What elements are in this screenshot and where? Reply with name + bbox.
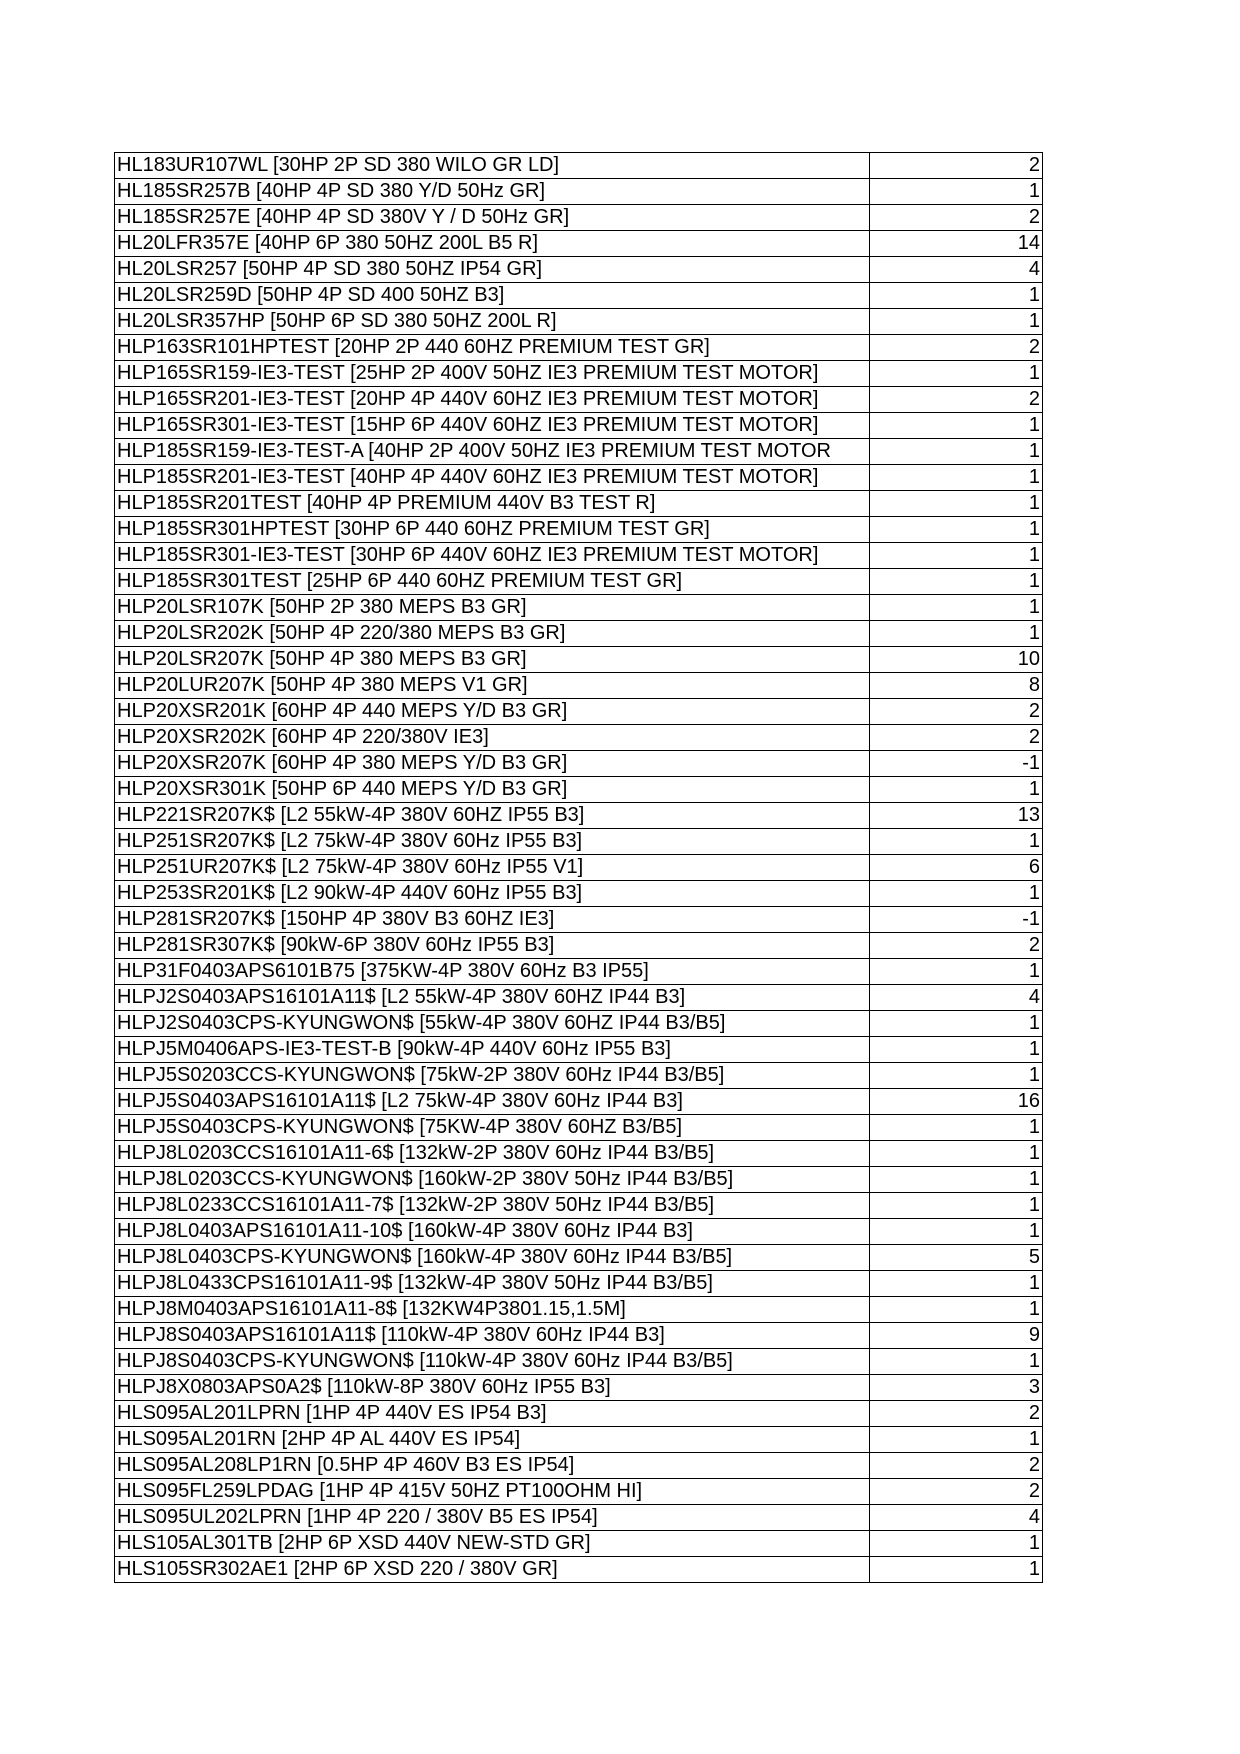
table-row [115, 1037, 1043, 1063]
table-row [115, 907, 1043, 933]
quantity-cell: -1 [870, 751, 1043, 777]
quantity-cell: 1 [870, 1557, 1043, 1583]
quantity-cell: 1 [870, 1271, 1043, 1297]
table-row [115, 1219, 1043, 1245]
quantity-cell: 3 [870, 1375, 1043, 1401]
table-row [115, 1115, 1043, 1141]
table-row [115, 413, 1043, 439]
quantity-cell: 1 [870, 1141, 1043, 1167]
item-description-cell: HLPJ5S0203CCS-KYUNGWON$ [75kW-2P 380V 60Hz IP44 B3/B5] [115, 1063, 870, 1089]
item-description-cell: HLP165SR159-IE3-TEST [25HP 2P 400V 50HZ IE3 PREMIUM TEST MOTOR] [115, 361, 870, 387]
quantity-cell: -1 [870, 907, 1043, 933]
table-row [115, 517, 1043, 543]
item-description-cell: HLP20XSR301K [50HP 6P 440 MEPS Y/D B3 GR] [115, 777, 870, 803]
item-description-cell: HLP20LSR202K [50HP 4P 220/380 MEPS B3 GR] [115, 621, 870, 647]
quantity-cell: 13 [870, 803, 1043, 829]
quantity-cell: 1 [870, 543, 1043, 569]
quantity-cell: 16 [870, 1089, 1043, 1115]
item-description-cell: HLPJ8L0403APS16101A11-10$ [160kW-4P 380V 60Hz IP44 B3] [115, 1219, 870, 1245]
quantity-cell: 4 [870, 985, 1043, 1011]
quantity-cell: 1 [870, 1037, 1043, 1063]
quantity-cell: 1 [870, 881, 1043, 907]
table-row [115, 751, 1043, 777]
table-row [115, 647, 1043, 673]
item-description-cell: HLP20XSR202K [60HP 4P 220/380V IE3] [115, 725, 870, 751]
quantity-cell: 2 [870, 387, 1043, 413]
item-description-cell: HL183UR107WL [30HP 2P SD 380 WILO GR LD] [115, 153, 870, 179]
table-row [115, 231, 1043, 257]
quantity-cell: 1 [870, 1167, 1043, 1193]
item-description-cell: HL20LSR257 [50HP 4P SD 380 50HZ IP54 GR] [115, 257, 870, 283]
item-description-cell: HLP221SR207K$ [L2 55kW-4P 380V 60HZ IP55 B3] [115, 803, 870, 829]
item-description-cell: HLS095AL201RN [2HP 4P AL 440V ES IP54] [115, 1427, 870, 1453]
table-row [115, 673, 1043, 699]
quantity-cell: 1 [870, 829, 1043, 855]
quantity-cell: 4 [870, 1505, 1043, 1531]
item-description-cell: HLP163SR101HPTEST [20HP 2P 440 60HZ PREMIUM TEST GR] [115, 335, 870, 361]
item-description-cell: HLP20XSR207K [60HP 4P 380 MEPS Y/D B3 GR] [115, 751, 870, 777]
table-row [115, 1089, 1043, 1115]
quantity-cell: 2 [870, 1479, 1043, 1505]
inventory-table-body [115, 153, 1043, 1583]
table-row [115, 491, 1043, 517]
table-row [115, 1167, 1043, 1193]
inventory-table [114, 152, 1043, 1583]
quantity-cell: 14 [870, 231, 1043, 257]
table-row [115, 309, 1043, 335]
item-description-cell: HLP185SR301HPTEST [30HP 6P 440 60HZ PREMIUM TEST GR] [115, 517, 870, 543]
table-row [115, 1141, 1043, 1167]
item-description-cell: HLS095FL259LPDAG [1HP 4P 415V 50HZ PT100OHM HI] [115, 1479, 870, 1505]
quantity-cell: 2 [870, 699, 1043, 725]
quantity-cell: 1 [870, 439, 1043, 465]
quantity-cell: 1 [870, 361, 1043, 387]
item-description-cell: HLP165SR201-IE3-TEST [20HP 4P 440V 60HZ IE3 PREMIUM TEST MOTOR] [115, 387, 870, 413]
item-description-cell: HLP185SR301-IE3-TEST [30HP 6P 440V 60HZ IE3 PREMIUM TEST MOTOR] [115, 543, 870, 569]
item-description-cell: HL20LSR259D [50HP 4P SD 400 50HZ B3] [115, 283, 870, 309]
item-description-cell: HL20LFR357E [40HP 6P 380 50HZ 200L B5 R] [115, 231, 870, 257]
item-description-cell: HLPJ8X0803APS0A2$ [110kW-8P 380V 60Hz IP55 B3] [115, 1375, 870, 1401]
item-description-cell: HLP251UR207K$ [L2 75kW-4P 380V 60Hz IP55 V1] [115, 855, 870, 881]
quantity-cell: 1 [870, 491, 1043, 517]
quantity-cell: 1 [870, 1115, 1043, 1141]
item-description-cell: HLP20XSR201K [60HP 4P 440 MEPS Y/D B3 GR] [115, 699, 870, 725]
quantity-cell: 1 [870, 1427, 1043, 1453]
quantity-cell: 1 [870, 1011, 1043, 1037]
table-row [115, 1245, 1043, 1271]
table-row [115, 699, 1043, 725]
table-row [115, 985, 1043, 1011]
table-row [115, 1531, 1043, 1557]
table-row [115, 777, 1043, 803]
quantity-cell: 1 [870, 517, 1043, 543]
item-description-cell: HLPJ2S0403CPS-KYUNGWON$ [55kW-4P 380V 60HZ IP44 B3/B5] [115, 1011, 870, 1037]
item-description-cell: HLPJ5S0403CPS-KYUNGWON$ [75KW-4P 380V 60HZ B3/B5] [115, 1115, 870, 1141]
table-row [115, 1375, 1043, 1401]
item-description-cell: HLS095UL202LPRN [1HP 4P 220 / 380V B5 ES IP54] [115, 1505, 870, 1531]
quantity-cell: 1 [870, 413, 1043, 439]
item-description-cell: HLPJ5S0403APS16101A11$ [L2 75kW-4P 380V 60Hz IP44 B3] [115, 1089, 870, 1115]
item-description-cell: HLS105SR302AE1 [2HP 6P XSD 220 / 380V GR] [115, 1557, 870, 1583]
item-description-cell: HLPJ2S0403APS16101A11$ [L2 55kW-4P 380V 60HZ IP44 B3] [115, 985, 870, 1011]
item-description-cell: HLP20LUR207K [50HP 4P 380 MEPS V1 GR] [115, 673, 870, 699]
quantity-cell: 2 [870, 205, 1043, 231]
quantity-cell: 1 [870, 309, 1043, 335]
quantity-cell: 1 [870, 1531, 1043, 1557]
item-description-cell: HLP20LSR207K [50HP 4P 380 MEPS B3 GR] [115, 647, 870, 673]
quantity-cell: 1 [870, 1063, 1043, 1089]
table-row [115, 1323, 1043, 1349]
item-description-cell: HLP185SR201-IE3-TEST [40HP 4P 440V 60HZ IE3 PREMIUM TEST MOTOR] [115, 465, 870, 491]
table-row [115, 621, 1043, 647]
table-row [115, 1349, 1043, 1375]
item-description-cell: HLP31F0403APS6101B75 [375KW-4P 380V 60Hz B3 IP55] [115, 959, 870, 985]
item-description-cell: HLS095AL208LP1RN [0.5HP 4P 460V B3 ES IP54] [115, 1453, 870, 1479]
item-description-cell: HLPJ8S0403CPS-KYUNGWON$ [110kW-4P 380V 60Hz IP44 B3/B5] [115, 1349, 870, 1375]
quantity-cell: 1 [870, 595, 1043, 621]
table-row [115, 1401, 1043, 1427]
table-row [115, 1297, 1043, 1323]
table-row [115, 803, 1043, 829]
item-description-cell: HLS105AL301TB [2HP 6P XSD 440V NEW-STD GR] [115, 1531, 870, 1557]
table-row [115, 1271, 1043, 1297]
item-description-cell: HLP185SR159-IE3-TEST-A [40HP 2P 400V 50HZ IE3 PREMIUM TEST MOTOR [115, 439, 870, 465]
item-description-cell: HLPJ8L0403CPS-KYUNGWON$ [160kW-4P 380V 60Hz IP44 B3/B5] [115, 1245, 870, 1271]
quantity-cell: 2 [870, 153, 1043, 179]
item-description-cell: HLPJ8L0203CCS16101A11-6$ [132kW-2P 380V 60Hz IP44 B3/B5] [115, 1141, 870, 1167]
table-row [115, 543, 1043, 569]
item-description-cell: HL185SR257E [40HP 4P SD 380V Y / D 50Hz GR] [115, 205, 870, 231]
quantity-cell: 10 [870, 647, 1043, 673]
table-row [115, 1427, 1043, 1453]
item-description-cell: HLPJ8L0203CCS-KYUNGWON$ [160kW-2P 380V 50Hz IP44 B3/B5] [115, 1167, 870, 1193]
quantity-cell: 1 [870, 1297, 1043, 1323]
quantity-cell: 2 [870, 1453, 1043, 1479]
table-row [115, 1011, 1043, 1037]
item-description-cell: HLPJ8S0403APS16101A11$ [110kW-4P 380V 60Hz IP44 B3] [115, 1323, 870, 1349]
table-row [115, 335, 1043, 361]
item-description-cell: HLP253SR201K$ [L2 90kW-4P 440V 60Hz IP55 B3] [115, 881, 870, 907]
table-row [115, 179, 1043, 205]
quantity-cell: 1 [870, 777, 1043, 803]
table-row [115, 283, 1043, 309]
item-description-cell: HLP20LSR107K [50HP 2P 380 MEPS B3 GR] [115, 595, 870, 621]
quantity-cell: 1 [870, 569, 1043, 595]
item-description-cell: HLP281SR207K$ [150HP 4P 380V B3 60HZ IE3] [115, 907, 870, 933]
table-row [115, 1479, 1043, 1505]
quantity-cell: 1 [870, 179, 1043, 205]
quantity-cell: 6 [870, 855, 1043, 881]
table-row [115, 361, 1043, 387]
table-row [115, 881, 1043, 907]
item-description-cell: HLPJ5M0406APS-IE3-TEST-B [90kW-4P 440V 60Hz IP55 B3] [115, 1037, 870, 1063]
quantity-cell: 1 [870, 1193, 1043, 1219]
table-row [115, 387, 1043, 413]
quantity-cell: 1 [870, 1349, 1043, 1375]
quantity-cell: 5 [870, 1245, 1043, 1271]
quantity-cell: 8 [870, 673, 1043, 699]
item-description-cell: HL20LSR357HP [50HP 6P SD 380 50HZ 200L R] [115, 309, 870, 335]
quantity-cell: 1 [870, 1219, 1043, 1245]
item-description-cell: HLP185SR201TEST [40HP 4P PREMIUM 440V B3 TEST R] [115, 491, 870, 517]
table-row [115, 1557, 1043, 1583]
table-row [115, 1063, 1043, 1089]
quantity-cell: 2 [870, 335, 1043, 361]
table-row [115, 439, 1043, 465]
table-row [115, 829, 1043, 855]
table-row [115, 569, 1043, 595]
table-row [115, 1505, 1043, 1531]
quantity-cell: 1 [870, 465, 1043, 491]
table-row [115, 205, 1043, 231]
table-row [115, 465, 1043, 491]
quantity-cell: 2 [870, 933, 1043, 959]
table-row [115, 1453, 1043, 1479]
quantity-cell: 9 [870, 1323, 1043, 1349]
quantity-cell: 2 [870, 1401, 1043, 1427]
table-row [115, 595, 1043, 621]
item-description-cell: HL185SR257B [40HP 4P SD 380 Y/D 50Hz GR] [115, 179, 870, 205]
item-description-cell: HLP185SR301TEST [25HP 6P 440 60HZ PREMIUM TEST GR] [115, 569, 870, 595]
item-description-cell: HLPJ8M0403APS16101A11-8$ [132KW4P3801.15,1.5M] [115, 1297, 870, 1323]
table-row [115, 855, 1043, 881]
table-row [115, 959, 1043, 985]
item-description-cell: HLP251SR207K$ [L2 75kW-4P 380V 60Hz IP55 B3] [115, 829, 870, 855]
quantity-cell: 1 [870, 959, 1043, 985]
quantity-cell: 4 [870, 257, 1043, 283]
table-row [115, 933, 1043, 959]
table-row [115, 1193, 1043, 1219]
quantity-cell: 1 [870, 621, 1043, 647]
table-row [115, 153, 1043, 179]
item-description-cell: HLPJ8L0433CPS16101A11-9$ [132kW-4P 380V 50Hz IP44 B3/B5] [115, 1271, 870, 1297]
item-description-cell: HLPJ8L0233CCS16101A11-7$ [132kW-2P 380V 50Hz IP44 B3/B5] [115, 1193, 870, 1219]
quantity-cell: 1 [870, 283, 1043, 309]
table-row [115, 725, 1043, 751]
quantity-cell: 2 [870, 725, 1043, 751]
table-row [115, 257, 1043, 283]
item-description-cell: HLP165SR301-IE3-TEST [15HP 6P 440V 60HZ IE3 PREMIUM TEST MOTOR] [115, 413, 870, 439]
item-description-cell: HLS095AL201LPRN [1HP 4P 440V ES IP54 B3] [115, 1401, 870, 1427]
item-description-cell: HLP281SR307K$ [90kW-6P 380V 60Hz IP55 B3] [115, 933, 870, 959]
